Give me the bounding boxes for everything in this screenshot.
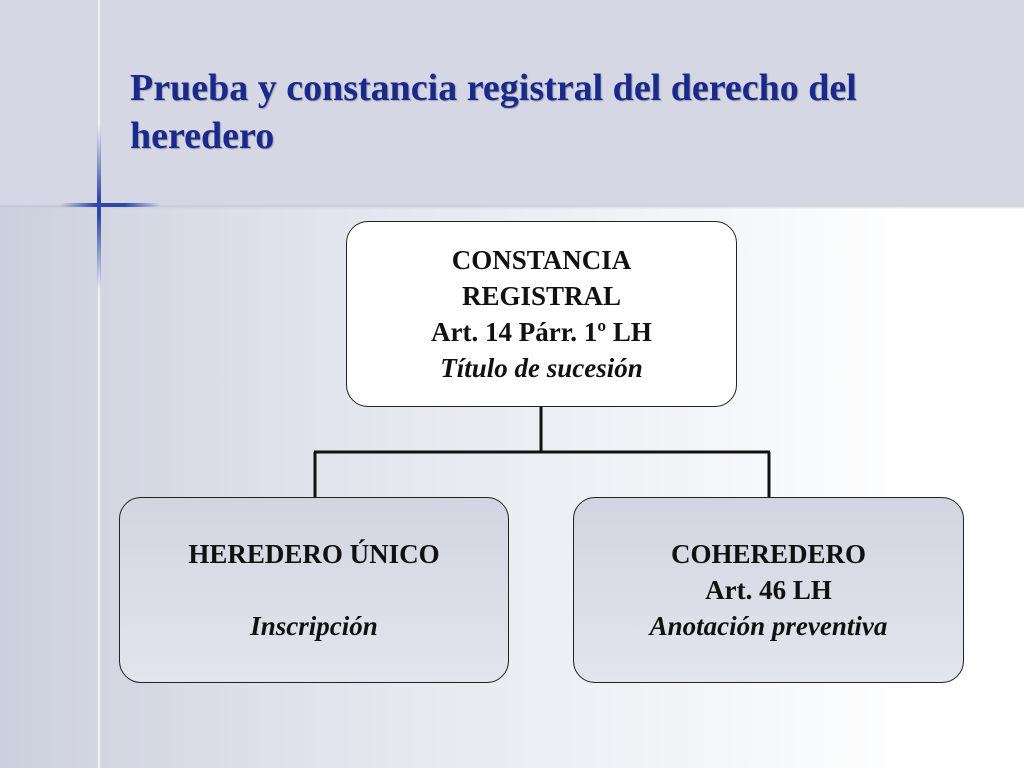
child-node-detail: Anotación preventiva [649, 611, 888, 641]
root-node-constancia-registral [346, 221, 737, 407]
child-node-article: Art. 46 LH [705, 575, 832, 605]
child-node-coheredero [573, 497, 964, 683]
root-node-line2: REGISTRAL [461, 281, 622, 311]
child-node-heading: COHEREDERO [670, 539, 867, 569]
root-node-article: Art. 14 Párr. 1º LH [431, 317, 652, 347]
child-node-heading: HEREDERO ÚNICO [188, 539, 440, 569]
slide-title: Prueba y constancia registral del derecho del heredero [130, 67, 857, 157]
root-node-subtitle: Título de sucesión [440, 353, 643, 383]
root-node-line1: CONSTANCIA [451, 245, 632, 275]
child-node-heredero-unico [119, 497, 509, 683]
child-node-detail: Inscripción [250, 611, 378, 641]
